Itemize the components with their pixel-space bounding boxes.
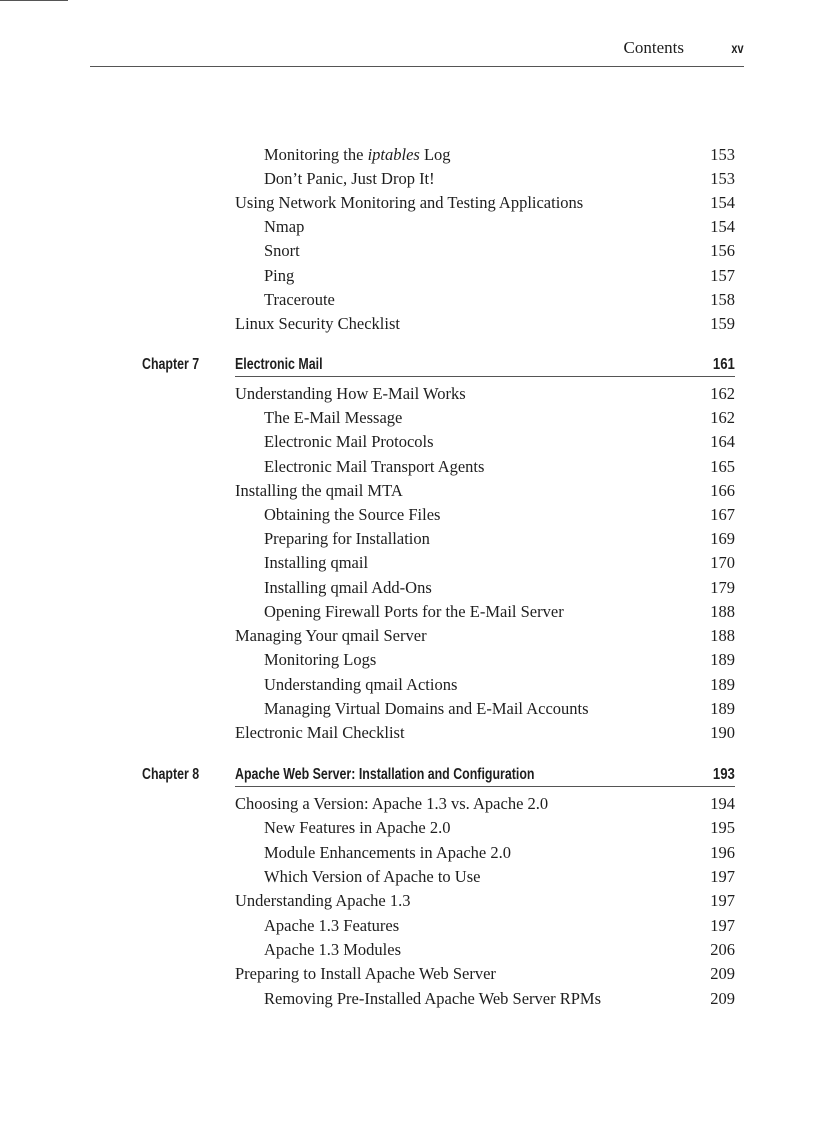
toc-entry-title: Electronic Mail Transport Agents <box>264 457 485 476</box>
toc-section-entry[interactable] <box>235 624 735 648</box>
toc-entry-page: 188 <box>710 602 735 621</box>
toc-entry-title: Snort <box>264 241 300 260</box>
toc-entry-page: 190 <box>710 723 735 742</box>
chapter-number: Chapter 7 <box>142 356 200 373</box>
toc-entry[interactable] <box>264 576 735 600</box>
chapter-rule <box>235 786 735 787</box>
toc-entry[interactable] <box>264 938 735 962</box>
toc-entry-page: 197 <box>710 916 735 935</box>
toc-entry-title: Managing Virtual Domains and E-Mail Accounts <box>264 699 589 718</box>
toc-entry-page: 162 <box>710 408 735 427</box>
running-header <box>90 36 744 67</box>
toc-entry-title: Module Enhancements in Apache 2.0 <box>264 843 511 862</box>
toc-entry-page: 154 <box>710 193 735 212</box>
toc-entry-page: 170 <box>710 553 735 572</box>
toc-entry-title: Opening Firewall Ports for the E-Mail Server <box>264 602 564 621</box>
toc-entry-page: 194 <box>710 794 735 813</box>
toc-entry[interactable] <box>264 143 735 167</box>
toc-entry-page: 197 <box>710 867 735 886</box>
toc-entry[interactable] <box>264 914 735 938</box>
toc-entry-title: Understanding How E-Mail Works <box>235 384 466 403</box>
toc-entry-title: Apache 1.3 Modules <box>264 940 402 959</box>
toc-entry-title: Obtaining the Source Files <box>264 505 441 524</box>
toc-entry[interactable] <box>264 697 735 721</box>
toc-entry-page: 197 <box>710 891 735 910</box>
toc-entry-page: 196 <box>710 843 735 862</box>
toc-entry[interactable] <box>264 288 735 312</box>
toc-entry-title: Which Version of Apache to Use <box>264 867 481 886</box>
toc-entry-page: 164 <box>710 432 735 451</box>
chapter-8-heading[interactable] <box>142 763 735 787</box>
toc-entry-title: Choosing a Version: Apache 1.3 vs. Apache 2.0 <box>235 794 549 813</box>
toc-entry-page: 156 <box>710 241 735 260</box>
toc-entry[interactable] <box>264 503 735 527</box>
toc-entry-title: Removing Pre-Installed Apache Web Server RPMs <box>264 989 602 1008</box>
toc-entry-page: 165 <box>710 457 735 476</box>
toc-entry-page: 206 <box>710 940 735 959</box>
toc-entry-page: 209 <box>710 964 735 983</box>
chapter-title: Electronic Mail <box>235 356 323 373</box>
toc-entry-title: Don’t Panic, Just Drop It! <box>264 169 435 188</box>
chapter-rule <box>235 376 735 377</box>
toc-entry[interactable] <box>264 551 735 575</box>
toc-entry[interactable] <box>264 648 735 672</box>
toc-entry[interactable] <box>264 841 735 865</box>
toc-entry[interactable] <box>264 215 735 239</box>
toc-entry[interactable] <box>264 673 735 697</box>
toc-entry-title: Electronic Mail Protocols <box>264 432 434 451</box>
toc-section-entry[interactable] <box>235 792 735 816</box>
chapter-title: Apache Web Server: Installation and Configuration <box>235 766 535 783</box>
toc-entry-title: Monitoring the iptables Log <box>264 145 451 164</box>
toc-section-entry[interactable] <box>235 889 735 913</box>
toc-entry-title: Installing the qmail MTA <box>235 481 403 500</box>
toc-entry[interactable] <box>264 406 735 430</box>
toc-entry-page: 189 <box>710 675 735 694</box>
toc-entry-title: Using Network Monitoring and Testing Applications <box>235 193 584 212</box>
toc-entry-title: The E-Mail Message <box>264 408 403 427</box>
toc-entry-title: Monitoring Logs <box>264 650 377 669</box>
toc-section-entry[interactable] <box>235 382 735 406</box>
toc-entry-page: 209 <box>710 989 735 1008</box>
chapter-7-heading[interactable] <box>142 353 735 377</box>
page-number: xv <box>731 40 744 56</box>
toc-section-entry[interactable] <box>235 191 735 215</box>
toc-entry-page: 188 <box>710 626 735 645</box>
toc-entry[interactable] <box>264 527 735 551</box>
toc-entry[interactable] <box>264 430 735 454</box>
toc-entry-page: 166 <box>710 481 735 500</box>
toc-entry-title: Nmap <box>264 217 305 236</box>
toc-entry[interactable] <box>264 816 735 840</box>
toc-entry-page: 153 <box>710 145 735 164</box>
toc-entry-title: Apache 1.3 Features <box>264 916 400 935</box>
chapter-number: Chapter 8 <box>142 766 200 783</box>
toc-entry-title: Linux Security Checklist <box>235 314 400 333</box>
toc-entry-page: 158 <box>710 290 735 309</box>
toc-entry-title: Preparing to Install Apache Web Server <box>235 964 496 983</box>
toc-entry-page: 195 <box>710 818 735 837</box>
running-header-label: Contents <box>623 38 684 57</box>
toc-entry-page: 189 <box>710 699 735 718</box>
toc-entry-page: 162 <box>710 384 735 403</box>
toc-entry[interactable] <box>264 987 735 1011</box>
toc-entry[interactable] <box>264 167 735 191</box>
toc-section-entry[interactable] <box>235 721 735 745</box>
corner-crop-mark <box>0 0 68 1</box>
chapter-page: 193 <box>713 766 735 783</box>
toc-entry-title: Preparing for Installation <box>264 529 430 548</box>
toc-entry-page: 179 <box>710 578 735 597</box>
toc-entry-title: Managing Your qmail Server <box>235 626 427 645</box>
toc-entry-page: 169 <box>710 529 735 548</box>
toc-entry[interactable] <box>264 455 735 479</box>
toc-section-entry[interactable] <box>235 962 735 986</box>
toc-entry-title: Understanding Apache 1.3 <box>235 891 411 910</box>
chapter-page: 161 <box>713 356 735 373</box>
toc-entry-title: Ping <box>264 266 295 285</box>
toc-entry-page: 153 <box>710 169 735 188</box>
toc-entry-title: New Features in Apache 2.0 <box>264 818 451 837</box>
toc-entry-title: Installing qmail <box>264 553 369 572</box>
toc-entry[interactable] <box>264 239 735 263</box>
toc-entry-page: 157 <box>710 266 735 285</box>
toc-section-entry[interactable] <box>235 312 735 336</box>
toc-entry-title: Traceroute <box>264 290 335 309</box>
toc-entry-title: Installing qmail Add-Ons <box>264 578 432 597</box>
toc-entry[interactable] <box>264 865 735 889</box>
toc-entry-page: 159 <box>710 314 735 333</box>
toc-entry[interactable] <box>264 264 735 288</box>
toc-entry-page: 167 <box>710 505 735 524</box>
toc-entry-title: Electronic Mail Checklist <box>235 723 405 742</box>
toc-entry-page: 154 <box>710 217 735 236</box>
toc-entry[interactable] <box>264 600 735 624</box>
toc-section-entry[interactable] <box>235 479 735 503</box>
toc-entry-page: 189 <box>710 650 735 669</box>
toc-entry-title: Understanding qmail Actions <box>264 675 458 694</box>
